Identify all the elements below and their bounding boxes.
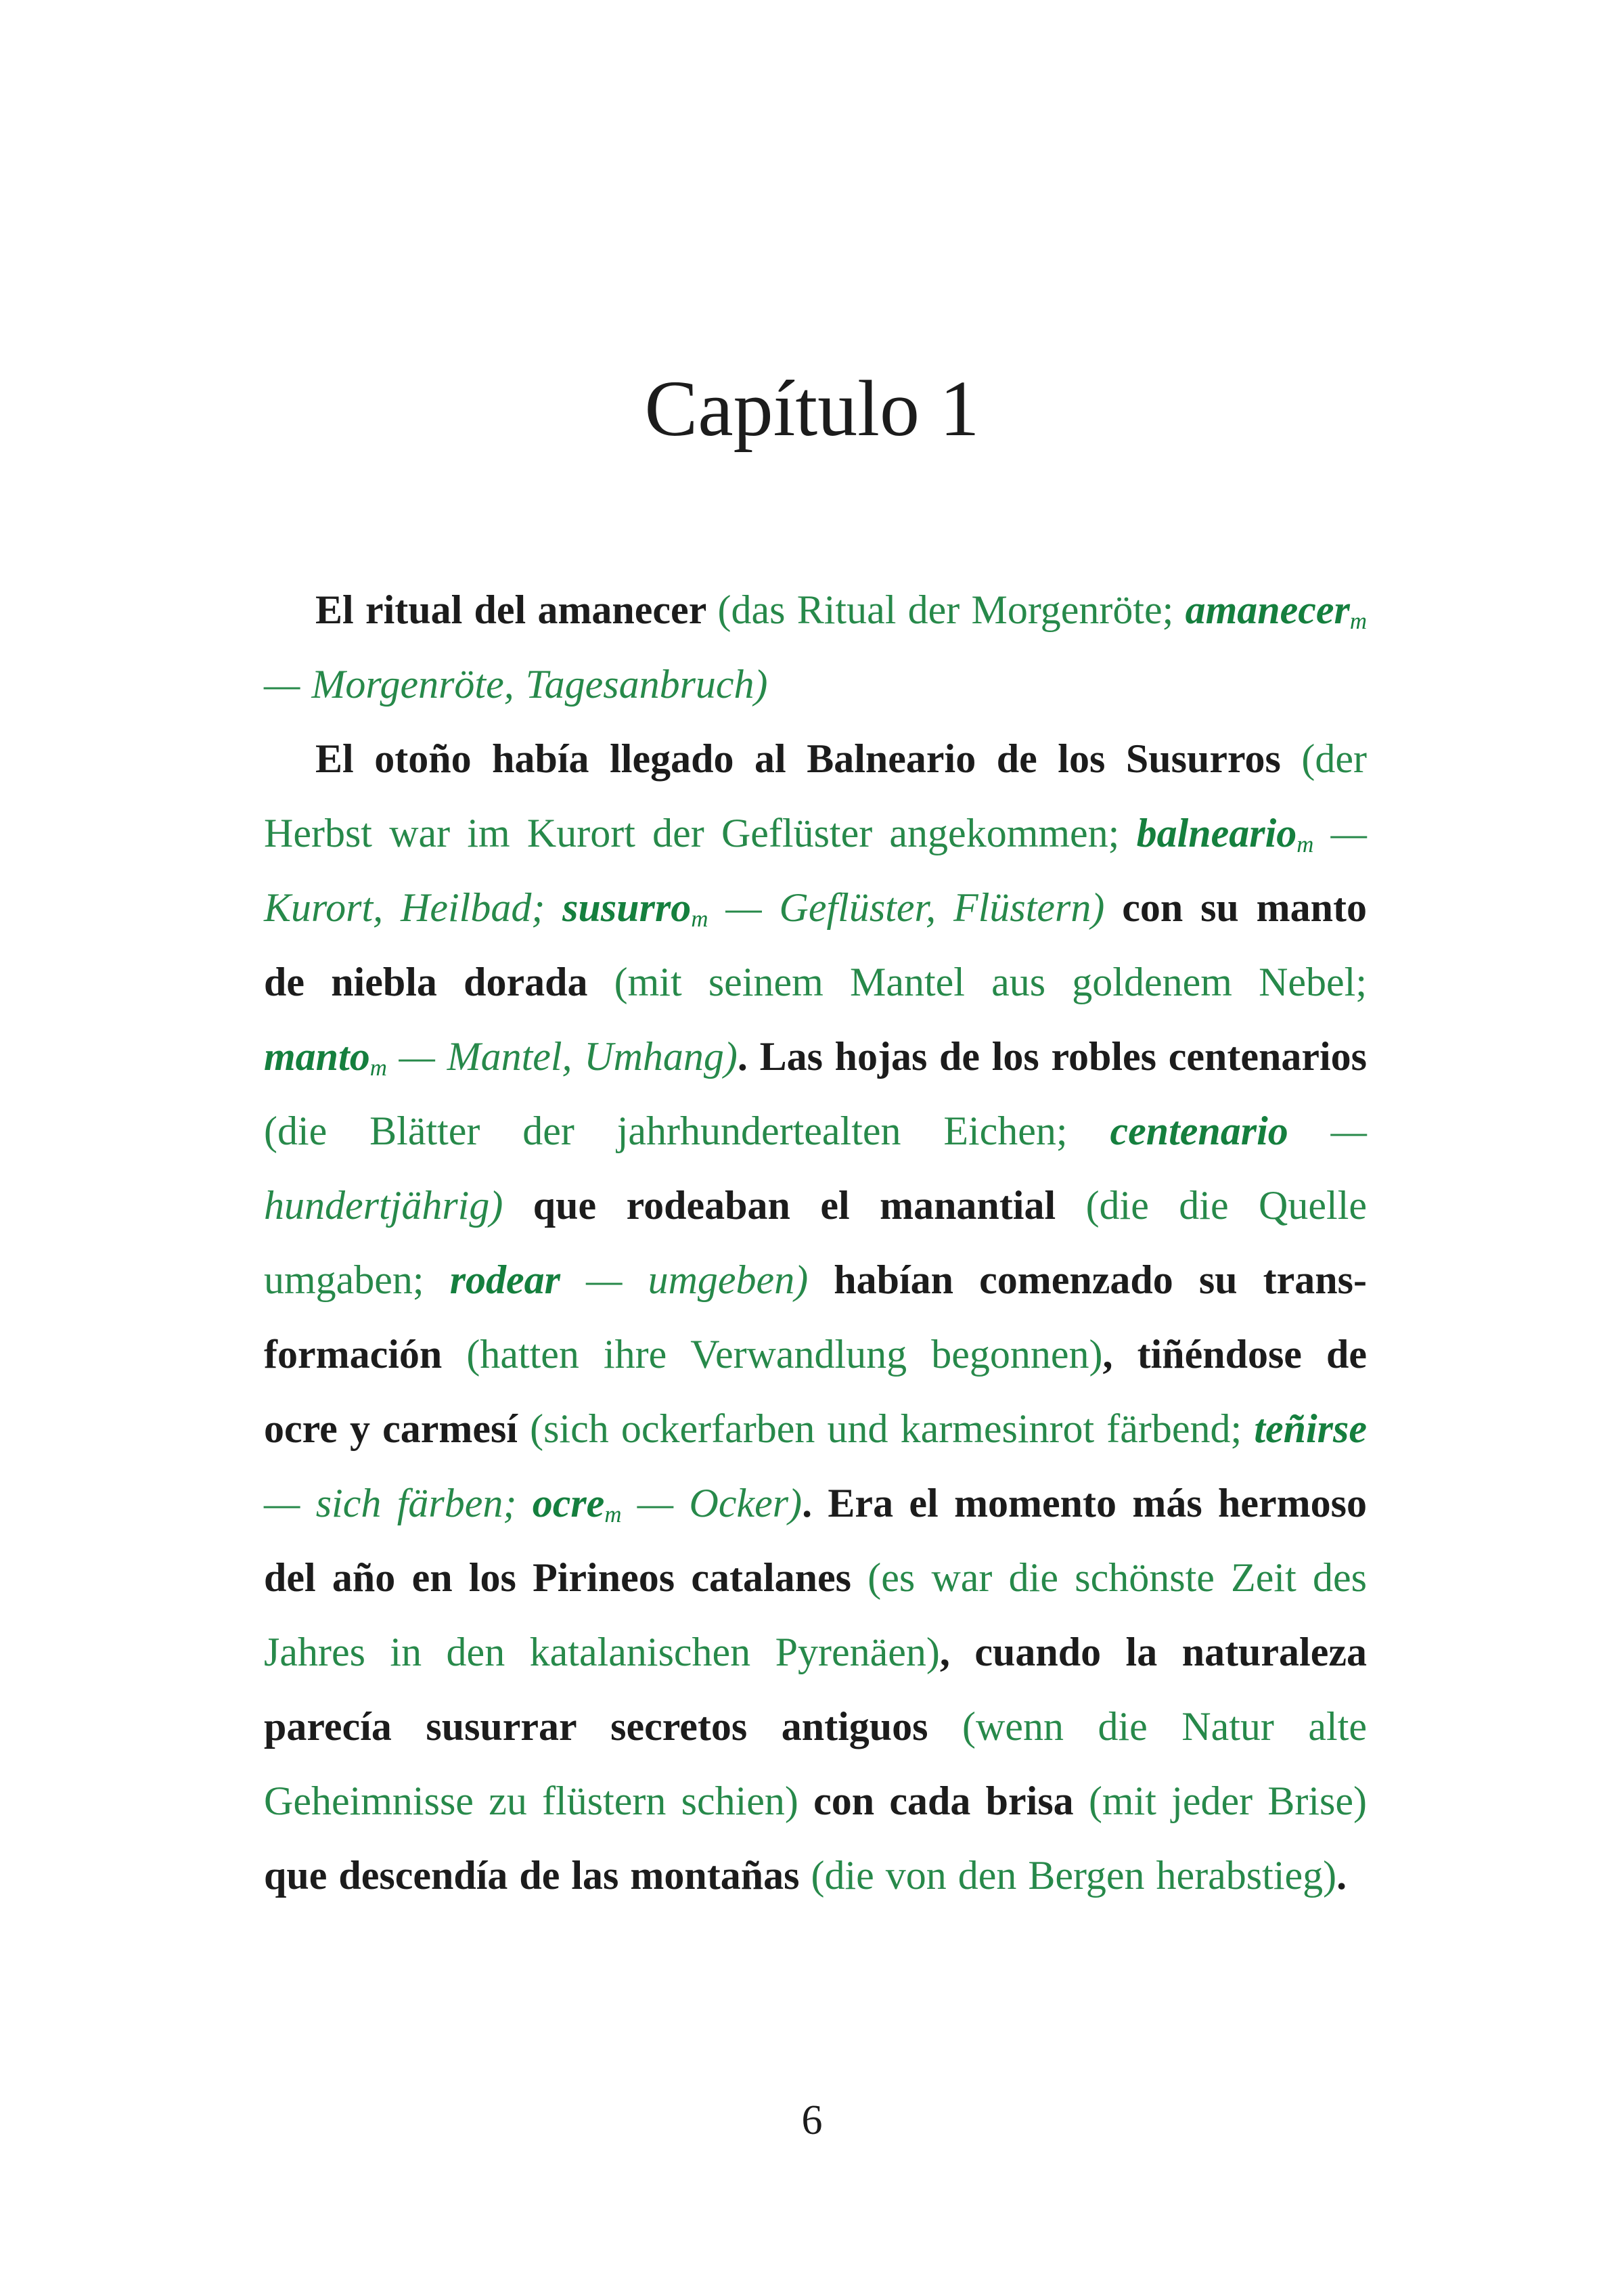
gloss-run: — Ocker) (621, 1481, 803, 1525)
gender-subscript: m (1296, 830, 1314, 857)
spanish-text-run: . Las hojas de los robles centenarios (737, 1034, 1367, 1079)
vocab-word: centenario (1110, 1109, 1288, 1153)
gloss-run: — sich färben; (264, 1481, 533, 1525)
gloss-run: — Morgenröte, Tagesanbruch) (264, 662, 768, 707)
spanish-text-run: que rodeaban el manantial (503, 1183, 1086, 1228)
spanish-text-run: , tiñéndose de ocre y carmesí (264, 1332, 1368, 1451)
german-translation-run: (die von den Bergen herabstieg) (811, 1853, 1337, 1898)
german-translation-run: (mit seinem Mantel aus goldenem Nebel; (614, 960, 1368, 1004)
vocab-word: manto (264, 1034, 370, 1079)
spanish-text-run: con su manto de niebla dorada (264, 885, 1367, 1004)
gloss-run: — hundertjährig) (264, 1109, 1367, 1228)
vocab-word: susurro (562, 885, 692, 930)
spanish-text-run: que descendía de las montañas (264, 1853, 811, 1898)
german-translation-run: (wenn die Natur alte Geheimnisse zu flüstern schien) (264, 1704, 1367, 1823)
vocab-word: rodear (449, 1257, 561, 1302)
german-translation-run: (der Herbst war im Kurort der Geflüster angekommen; (264, 736, 1367, 855)
german-translation-run: (sich ockerfarben und karmesinrot färbend; (530, 1406, 1255, 1451)
spanish-text-run: . Era el momento más hermoso del año en los Pirineos catalanes (264, 1481, 1367, 1600)
gender-subscript: m (1349, 607, 1368, 634)
german-translation-run: (mit jeder Brise) (1088, 1779, 1368, 1823)
vocab-word: balneario (1136, 811, 1297, 855)
spanish-text-run: El otoño había llegado al Balneario de los Susurros (315, 736, 1302, 781)
german-translation-run: (es war die schönste Zeit des Jahres in den katalanischen Pyrenäen) (264, 1555, 1367, 1674)
chapter-title: Capítulo 1 (644, 364, 980, 453)
german-translation-run: (das Ritual der Morgenröte; (717, 587, 1186, 632)
german-translation-run: (die die Quelle umgaben; (264, 1183, 1367, 1302)
gender-subscript: m (369, 1054, 387, 1081)
text-block (264, 573, 1367, 1913)
german-translation-run: (die Blätter der jahrhundertealten Eichen; (264, 1109, 1110, 1153)
gender-subscript: m (691, 905, 708, 932)
paragraph-body (264, 721, 1367, 1913)
gloss-run: — umgeben) (560, 1257, 809, 1302)
vocab-word: ocre (532, 1481, 605, 1525)
vocab-word: teñirse (1254, 1406, 1367, 1451)
spanish-text-run: . (1336, 1853, 1347, 1898)
german-translation-run: (hatten ihre Verwandlung begonnen) (466, 1332, 1103, 1377)
gender-subscript: m (604, 1500, 622, 1527)
gloss-run: — Kurort, Heilbad; (264, 811, 1367, 930)
gloss-run: — Geflüster, Flüstern) (708, 885, 1105, 930)
page-number: 6 (801, 2097, 823, 2143)
vocab-word: amanecer (1185, 587, 1350, 632)
spanish-text-run: con cada brisa (798, 1779, 1089, 1823)
paragraph-lead (264, 573, 1367, 721)
spanish-text-run: , cuando la naturaleza parecía susurrar secretos antiguos (264, 1630, 1367, 1749)
gloss-run: — Mantel, Umhang) (386, 1034, 738, 1079)
spanish-text-run: habían comenzado su transformación (264, 1257, 1367, 1377)
spanish-text-run: El ritual del amanecer (315, 587, 718, 632)
